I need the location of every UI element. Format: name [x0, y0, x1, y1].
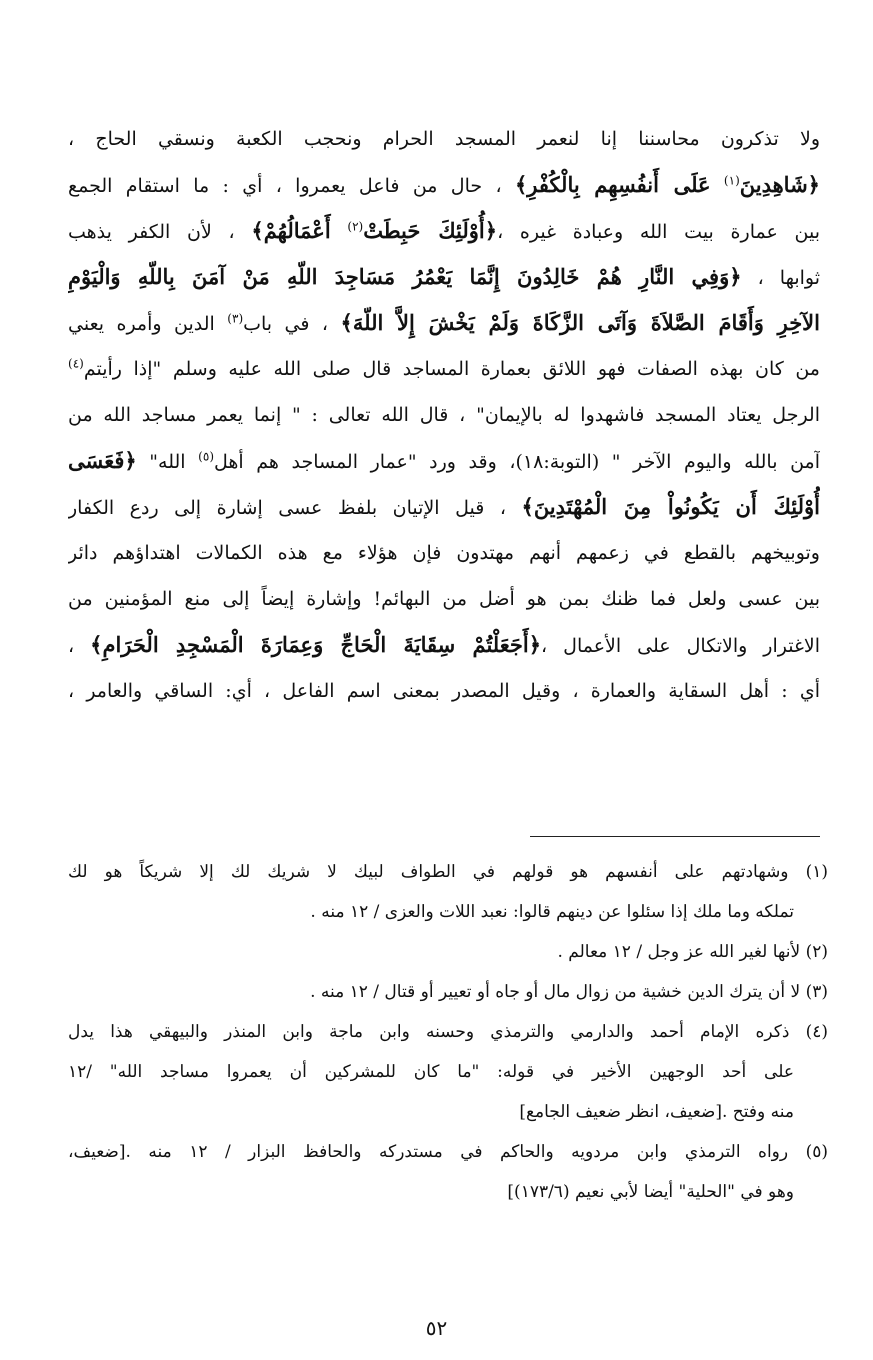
text-line [68, 576, 820, 622]
quran-verse: ﴿فَعَسَى [68, 448, 137, 473]
text-segment: من كان بهذه الصفات فهو اللائق بعمارة المساجد قال صلى الله عليه وسلم "إذا رأيتم [83, 358, 820, 380]
text-segment: بين عسى ولعل فما ظنك بمن هو أضل من البهائم! وإشارة إيضاً إلى منع المؤمنين من [68, 588, 820, 610]
quran-verse: ﴿أَجَعَلْتُمْ سِقَايَةَ الْحَاجِّ وَعِمَارَةَ الْمَسْجِدِ الْحَرَامِ﴾ [90, 632, 542, 657]
text-segment: ، لأن الكفر يذهب [68, 221, 235, 243]
text-segment: وتوبيخهم بالقطع في زعمهم أنهم مهتدون فإن هؤلاء مع هذه الكمالات اهتداؤهم دائر [68, 542, 820, 564]
text-segment: ، حال من فاعل يعمروا ، أي : ما استقام الجمع [68, 175, 502, 197]
quran-verse: ﴿وَفِي النَّارِ هُمْ خَالِدُونَ إِنَّمَا يَعْمُرُ مَسَاجِدَ اللّهِ مَنْ آمَنَ بِاللّهِ وَالْيَوْمِ [68, 264, 742, 289]
page-number: ٥٢ [425, 1316, 448, 1340]
footnote-ref-1[interactable]: (١) [723, 173, 740, 188]
footnotes [68, 852, 828, 1212]
text-line [68, 668, 820, 714]
quran-verse: أَعْمَالُهُمْ﴾ [251, 218, 331, 243]
text-segment: آمن بالله واليوم الآخر " (التوبة:١٨)، وقد ورد "عمار المساجد هم أهل [214, 451, 820, 473]
text-segment: أي : أهل السقاية والعمارة ، وقيل المصدر بمعنى اسم الفاعل ، أي: الساقي والعامر ، [68, 680, 820, 702]
text-segment: ثوابها ، [757, 267, 820, 289]
quran-verse: أُوْلَئِكَ أَن يَكُونُواْ مِنَ الْمُهْتَدِينَ﴾ [521, 494, 820, 519]
footnote-ref-3[interactable]: (٣) [227, 311, 244, 326]
text-line [68, 116, 820, 162]
text-segment: ، في باب [243, 313, 329, 335]
footnote-4-continuation: على أحد الوجهين الأخير في قوله: "ما كان للمشركين أن يعمروا مساجد الله" /١٢ [68, 1062, 794, 1082]
text-line [68, 254, 820, 300]
footnote-5-continuation: وهو في "الحلية" أيضا لأبي نعيم (١٧٣/٦)] [507, 1182, 794, 1202]
quran-verse: ﴿أُوْلَئِكَ حَبِطَتْ [363, 218, 498, 243]
quran-verse: ﴿شَاهِدِينَ [739, 172, 820, 197]
footnote-4: (٤) ذكره الإمام أحمد والدارمي والترمذي وحسنه وابن ماجة وابن المنذر والبيهقي هذا يدل [68, 1022, 828, 1042]
text-line [68, 622, 820, 668]
text-line [68, 438, 820, 484]
text-segment: ولا تذكرون محاسننا إنا لنعمر المسجد الحرام ونحجب الكعبة ونسقي الحاج ، [68, 128, 820, 150]
footnote-ref-5[interactable]: (٥) [198, 449, 214, 464]
text-line [68, 346, 820, 392]
text-line [68, 162, 820, 208]
text-segment: الاغترار والاتكال على الأعمال ، [541, 635, 820, 657]
footnote-ref-2[interactable]: (٢) [347, 219, 364, 234]
footnote-1: (١) وشهادتهم على أنفسهم هو قولهم في الطواف لبيك لا شريك لك إلا شريكاً هو لك [68, 862, 828, 882]
footnote-3: (٣) لا أن يترك الدين خشية من زوال مال أو جاه أو تعيير أو قتال / ١٢ منه . [310, 982, 828, 1002]
text-line [68, 300, 820, 346]
footnote-5: (٥) رواه الترمذي وابن مردويه والحاكم في مستدركه والحافظ البزار / ١٢ منه .[ضعيف، [68, 1142, 828, 1162]
footnote-1-continuation: تملكه وما ملك إذا سئلوا عن دينهم قالوا: نعبد اللات والعزى / ١٢ منه . [310, 902, 794, 922]
text-segment: الله" [149, 451, 186, 473]
text-line [68, 530, 820, 576]
text-segment: الدين وأمره يعني [68, 313, 215, 335]
text-segment: بين عمارة بيت الله وعبادة غيره ، [497, 221, 820, 243]
footnote-divider [530, 836, 820, 837]
footnote-2: (٢) لأنها لغير الله عز وجل / ١٢ معالم . [557, 942, 828, 962]
text-segment: ، [68, 635, 75, 657]
quran-verse: الآخِرِ وَأَقَامَ الصَّلاَةَ وَآتَى الزَّكَاةَ وَلَمْ يَخْشَ إِلاَّ اللّهَ﴾ [340, 310, 820, 335]
footnote-4-continuation: منه وفتح .[ضعيف، انظر ضعيف الجامع] [519, 1102, 794, 1122]
main-text [68, 116, 820, 714]
text-segment: ، قيل الإتيان بلفظ عسى إشارة إلى ردع الكفار [68, 497, 506, 519]
quran-verse: عَلَى أَنفُسِهِم بِالْكُفْرِ﴾ [514, 172, 711, 197]
text-line [68, 392, 820, 438]
text-line [68, 484, 820, 530]
text-segment: الرجل يعتاد المسجد فاشهدوا له بالإيمان" ، قال الله تعالى : " إنما يعمر مساجد الله من [68, 404, 820, 426]
footnote-ref-4[interactable]: (٤) [68, 356, 84, 371]
text-line [68, 208, 820, 254]
